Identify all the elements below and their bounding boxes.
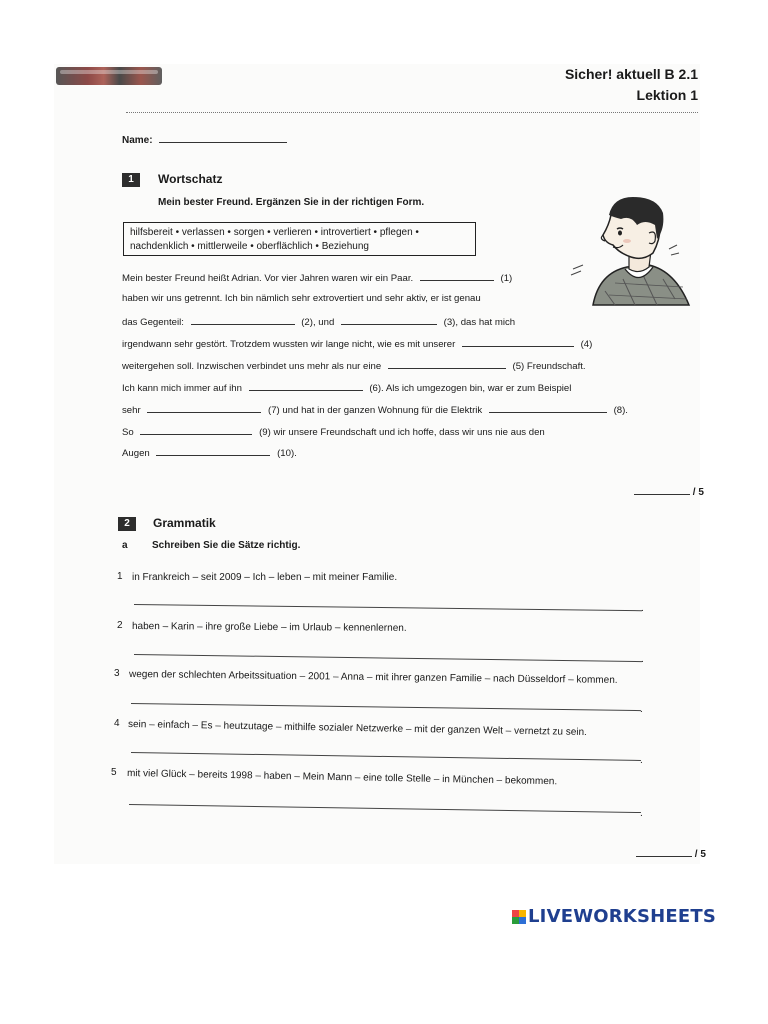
item-4-period: . bbox=[640, 755, 643, 766]
section-2-number: 2 bbox=[118, 517, 136, 531]
text-line-3 bbox=[122, 315, 515, 328]
score-max: / 5 bbox=[692, 487, 704, 498]
text-line-7 bbox=[122, 403, 628, 416]
header-divider bbox=[126, 112, 698, 113]
word-box-line-2: nachdenklich • mittlerweile • oberflächlich • Beziehung bbox=[130, 241, 369, 252]
text-segment: weitergehen soll. Inzwischen verbindet uns mehr als nur eine bbox=[122, 361, 382, 372]
section-2-title: Grammatik bbox=[153, 516, 216, 530]
section-1-score bbox=[634, 484, 704, 498]
text-segment: sehr bbox=[122, 405, 141, 416]
lesson-label: Lektion 1 bbox=[636, 87, 698, 103]
text-line-2 bbox=[122, 293, 481, 304]
section-2-letter: a bbox=[122, 540, 128, 551]
text-line-8 bbox=[122, 425, 545, 438]
item-1-period: . bbox=[641, 603, 644, 614]
text-line-6 bbox=[122, 381, 571, 394]
section-1-instruction: Mein bester Freund. Ergänzen Sie in der richtigen Form. bbox=[158, 197, 425, 208]
word-box-line-1: hilfsbereit • verlassen • sorgen • verlieren • introvertiert • pflegen • bbox=[130, 227, 419, 238]
item-2-number: 2 bbox=[117, 620, 123, 631]
score-field[interactable] bbox=[634, 484, 690, 495]
name-field[interactable] bbox=[159, 132, 287, 143]
text-segment: So bbox=[122, 427, 134, 438]
item-3-number: 3 bbox=[114, 668, 120, 679]
item-5-number: 5 bbox=[111, 767, 117, 778]
gap-4-label: (4) bbox=[580, 339, 593, 350]
corner-decoration bbox=[56, 67, 162, 85]
gap-2-field[interactable] bbox=[191, 315, 295, 325]
gap-8-field[interactable] bbox=[489, 403, 607, 413]
gap-1-label: (1) bbox=[500, 273, 513, 284]
text-segment: irgendwann sehr gestört. Trotzdem wussten wir lange nicht, wie es mit unserer bbox=[122, 339, 456, 350]
gap-5-field[interactable] bbox=[388, 359, 506, 369]
section-2-instruction: Schreiben Sie die Sätze richtig. bbox=[152, 540, 301, 551]
gap-7-label: (7) und hat in der ganzen Wohnung für die Elektrik bbox=[268, 405, 483, 416]
item-2-period: . bbox=[641, 654, 644, 665]
section-2-score bbox=[636, 846, 706, 860]
text-segment: haben wir uns getrennt. Ich bin nämlich sehr extrovertiert und sehr aktiv, er ist genau bbox=[122, 293, 481, 304]
item-2-text: haben – Karin – ihre große Liebe – im Urlaub – kennenlernen. bbox=[131, 621, 407, 634]
gap-3-field[interactable] bbox=[341, 315, 437, 325]
text-segment: das Gegenteil: bbox=[122, 317, 184, 328]
text-segment: Augen bbox=[122, 448, 150, 459]
man-illustration bbox=[565, 195, 700, 313]
item-3-text: wegen der schlechten Arbeitssituation – 2001 – Anna – mit ihrer ganzen Familie – nach Düsseldorf – kommen. bbox=[128, 669, 618, 686]
gap-9-field[interactable] bbox=[140, 425, 252, 435]
item-1-text: in Frankreich – seit 2009 – Ich – leben – mit meiner Familie. bbox=[132, 572, 398, 583]
name-row bbox=[122, 132, 287, 146]
gap-5-label: (5) Freundschaft. bbox=[512, 361, 586, 372]
gap-6-field[interactable] bbox=[249, 381, 363, 391]
item-4-text: sein – einfach – Es – heutzutage – mithilfe sozialer Netzwerke – mit der ganzen Welt – vernetzt zu sein. bbox=[127, 719, 587, 739]
text-line-9 bbox=[122, 446, 297, 459]
gap-1-field[interactable] bbox=[420, 271, 494, 281]
text-line-5 bbox=[122, 359, 586, 372]
worksheet-page bbox=[54, 64, 700, 864]
item-4-number: 4 bbox=[114, 718, 120, 729]
text-segment: Ich kann mich immer auf ihn bbox=[122, 383, 242, 394]
text-line-4 bbox=[122, 337, 592, 350]
book-title: Sicher! aktuell B 2.1 bbox=[564, 66, 698, 82]
gap-9-label: (9) wir unsere Freundschaft und ich hoffe, dass wir uns nie aus den bbox=[259, 427, 545, 438]
item-3-period: . bbox=[640, 704, 643, 715]
item-5-period: . bbox=[640, 808, 643, 819]
item-1-number: 1 bbox=[117, 571, 123, 582]
score-max: / 5 bbox=[694, 849, 706, 860]
gap-8-label: (8). bbox=[613, 405, 628, 416]
liveworksheets-logo[interactable] bbox=[512, 906, 716, 927]
word-box bbox=[123, 222, 476, 256]
gap-7-field[interactable] bbox=[147, 403, 261, 413]
text-line-1 bbox=[122, 271, 512, 284]
text-segment: Mein bester Freund heißt Adrian. Vor vier Jahren waren wir ein Paar. bbox=[122, 273, 414, 284]
gap-3-label: (3), das hat mich bbox=[443, 317, 516, 328]
liveworksheets-icon bbox=[512, 910, 526, 924]
item-5-text: mit viel Glück – bereits 1998 – haben – Mein Mann – eine tolle Stelle – in München – bekommen. bbox=[126, 768, 558, 788]
name-label: Name: bbox=[122, 135, 153, 146]
gap-2-label: (2), und bbox=[301, 317, 335, 328]
gap-4-field[interactable] bbox=[462, 337, 574, 347]
section-1-number: 1 bbox=[122, 173, 140, 187]
gap-10-field[interactable] bbox=[156, 446, 270, 456]
section-1-title: Wortschatz bbox=[158, 172, 223, 186]
liveworksheets-logo-text: LIVEWORKSHEETS bbox=[528, 906, 717, 927]
gap-6-label: (6). Als ich umgezogen bin, war er zum Beispiel bbox=[369, 383, 572, 394]
gap-10-label: (10). bbox=[277, 448, 297, 459]
score-field[interactable] bbox=[636, 846, 692, 857]
